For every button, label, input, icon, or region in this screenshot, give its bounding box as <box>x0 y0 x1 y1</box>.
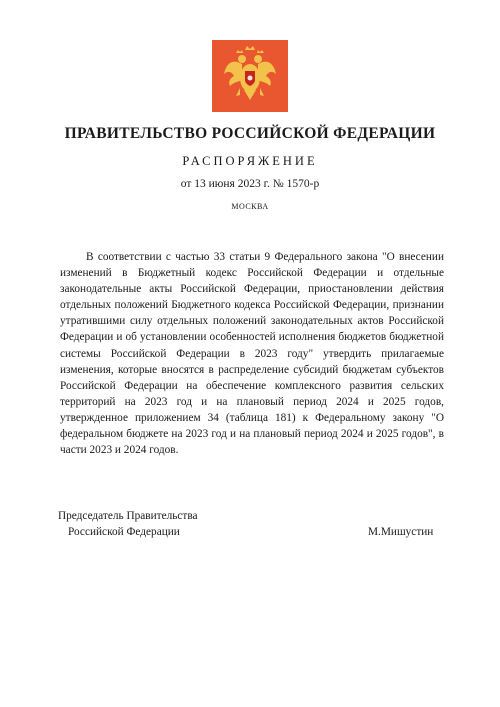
signer-position-line2: Российской Федерации <box>68 526 180 538</box>
coat-of-arms-emblem <box>212 40 288 112</box>
russian-coat-of-arms-icon <box>212 40 288 112</box>
signer-position <box>58 508 198 540</box>
signer-name: М.Мишустин <box>368 526 434 538</box>
document-type: РАСПОРЯЖЕНИЕ <box>182 154 318 168</box>
document-date-number: от 13 июня 2023 г. № 1570-р <box>180 178 320 190</box>
signer-position-line1: Председатель Правительства <box>58 510 198 522</box>
decree-body-paragraph: В соответствии с частью 33 статьи 9 Федерального закона "О внесении изменений в Бюджетный кодекс Российской Федерации и отдельные законодательные акты Российской Федерации, приостановлении действия отдельных положений Бюджетного кодекса Российской Федерации, признании утратившими силу отдельных положений законодательных актов Российской Федерации и об установлении особенностей исполнения бюджетов бюджетной системы Российской Федерации в 2023 году" утвердить прилагаемые изменения, которые вносятся в распределение субсидий бюджетам субъектов Российской Федерации на обеспечение комплексного развития сельских территорий на 2023 год и на плановый период 2024 и 2025 годов, утвержденное приложением 34 (таблица 181) к Федеральному закону "О федеральном бюджете на 2023 год и на плановый период 2024 и 2025 годов", в части 2023 и 2024 годов. <box>60 251 444 457</box>
government-title: ПРАВИТЕЛЬСТВО РОССИЙСКОЙ ФЕДЕРАЦИИ <box>64 125 436 142</box>
document-city: МОСКВА <box>231 202 269 211</box>
